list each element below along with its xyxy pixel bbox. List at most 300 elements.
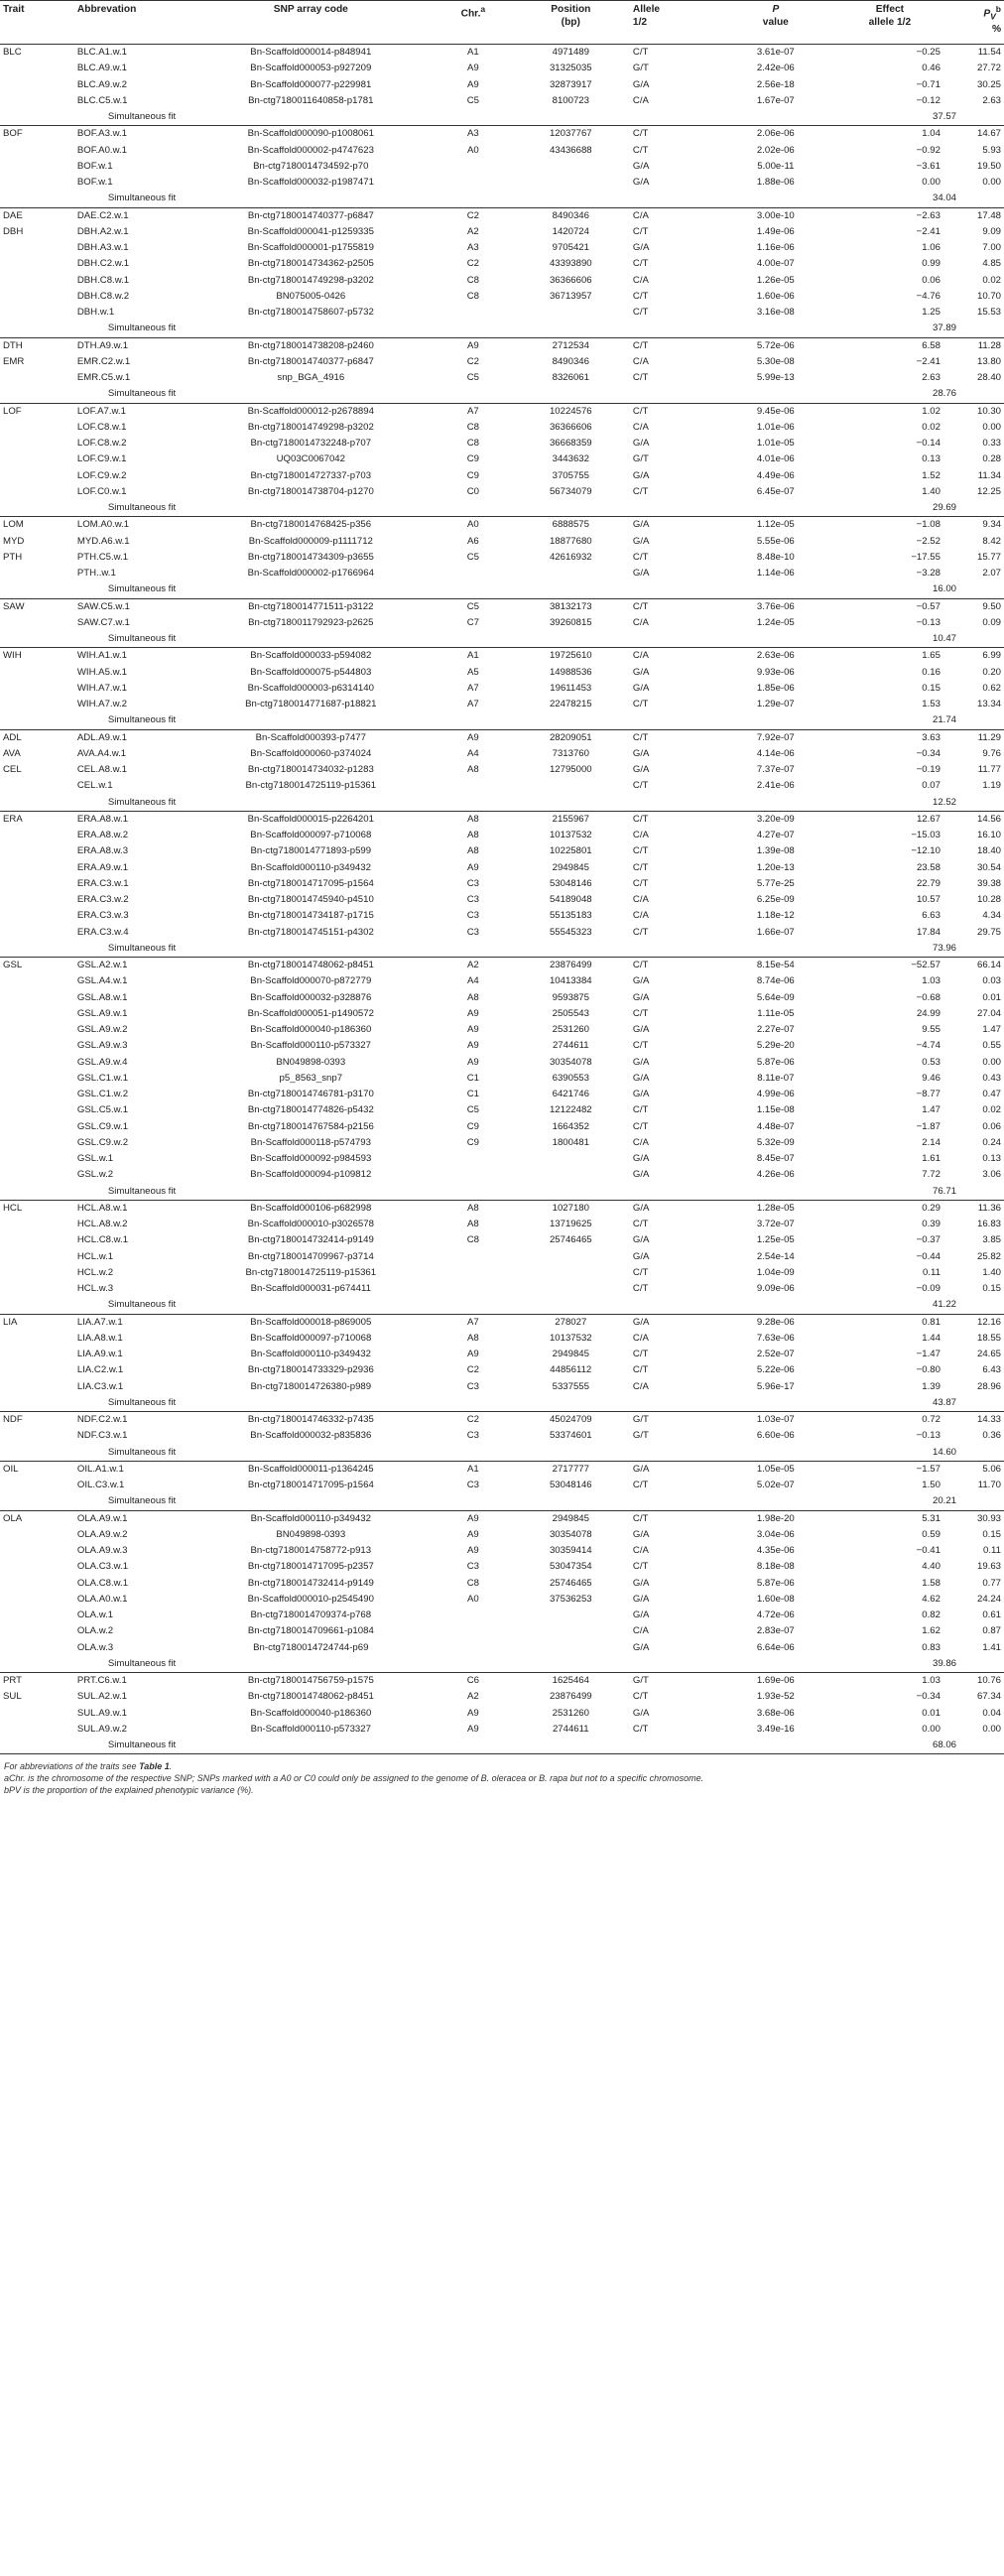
chromosome-cell: A9 [467, 78, 479, 90]
position-cell: 25746465 [549, 1234, 592, 1246]
trait-cell: LOM [0, 517, 74, 534]
table-row [0, 1232, 1004, 1248]
p-value-cell: 1.25e-05 [756, 1234, 795, 1246]
pv-cell: 18.40 [976, 845, 1001, 857]
snp-code-cell: Bn-Scaffold000010-p2545490 [247, 1593, 374, 1605]
empty-cell [0, 712, 74, 729]
snp-code-cell: Bn-Scaffold000110-p349432 [188, 1510, 436, 1527]
snp-code-cell: Bn-Scaffold000040-p186360 [250, 1024, 372, 1036]
trait-cell [0, 1038, 74, 1054]
pv-cell: 5.93 [982, 144, 1001, 156]
snp-code-cell: Bn-ctg7180014734187-p1715 [247, 910, 374, 922]
allele-cell: G/A [632, 764, 650, 776]
trait-cell [0, 256, 74, 272]
pv-cell: 9.09 [982, 225, 1001, 237]
effect-cell: 1.39 [922, 1380, 941, 1392]
snp-code-cell: Bn-Scaffold000097-p710068 [250, 830, 372, 841]
position-cell: 14988536 [549, 666, 592, 678]
effect-cell: 1.03 [922, 975, 941, 987]
abbrevation-cell: GSL.A9.w.1 [76, 1007, 128, 1019]
pv-cell: 14.67 [943, 126, 1004, 143]
pv-cell: 13.80 [976, 355, 1001, 367]
empty-cell [0, 1445, 74, 1462]
chromosome-cell: C9 [466, 453, 479, 465]
allele-cell: G/A [632, 1593, 650, 1605]
pv-cell: 0.01 [982, 991, 1001, 1003]
allele-cell: G/A [632, 1641, 650, 1653]
table-row [0, 1217, 1004, 1232]
allele-cell: C/A [632, 894, 649, 906]
p-value-cell: 1.14e-06 [756, 568, 795, 580]
trait-cell: GSL [0, 958, 74, 974]
pv-cell: 0.00 [982, 421, 1001, 433]
effect-cell: −15.03 [911, 830, 941, 841]
trait-cell [0, 436, 74, 451]
p-value-cell: 5.96e-17 [756, 1380, 795, 1392]
trait-cell [0, 1022, 74, 1038]
position-cell [512, 1167, 630, 1183]
p-value-cell: 4.14e-06 [756, 747, 795, 759]
position-cell: 3443632 [552, 453, 589, 465]
header-position: Position (bp) [551, 4, 591, 28]
pv-cell: 0.09 [982, 616, 1001, 628]
effect-cell: 0.46 [922, 63, 941, 74]
allele-cell: C/T [630, 403, 715, 420]
snp-code-cell: Bn-ctg7180014771511-p3122 [188, 598, 436, 615]
effect-cell: 0.83 [922, 1641, 941, 1653]
table-row [0, 1022, 1004, 1038]
trait-cell: SUL [3, 1691, 22, 1703]
snp-code-cell: Bn-ctg7180014768425-p356 [188, 517, 436, 534]
p-value-cell: 5.55e-06 [756, 535, 795, 547]
trait-cell [0, 697, 74, 712]
position-cell: 1625464 [512, 1673, 630, 1690]
simultaneous-fit-value: 29.69 [932, 502, 956, 514]
pv-cell: 0.03 [982, 975, 1001, 987]
p-value-cell: 1.16e-06 [756, 242, 795, 254]
chromosome-cell: A9 [467, 1056, 479, 1068]
p-value-cell: 1.85e-06 [756, 682, 795, 694]
position-cell [512, 566, 630, 581]
allele-cell: C/T [630, 126, 715, 143]
trait-cell [0, 681, 74, 697]
pv-cell: 67.34 [976, 1691, 1001, 1703]
effect-cell: −0.12 [916, 94, 941, 106]
pv-cell: 4.85 [982, 258, 1001, 270]
snp-code-cell: Bn-Scaffold000075-p544803 [250, 666, 372, 678]
position-cell: 1664352 [552, 1120, 589, 1132]
allele-cell: C/A [632, 616, 649, 628]
trait-cell [0, 843, 74, 859]
trait-cell [0, 1527, 74, 1543]
effect-cell: 12.67 [836, 811, 943, 828]
empty-cell [0, 631, 74, 648]
chromosome-cell: A8 [467, 845, 479, 857]
table-row [0, 892, 1004, 908]
p-value-cell: 6.64e-06 [756, 1641, 795, 1653]
position-cell: 10413384 [549, 975, 592, 987]
snp-code-cell: Bn-Scaffold000032-p835836 [250, 1430, 372, 1442]
p-value-cell: 1.26e-05 [756, 274, 795, 286]
chromosome-cell: C5 [466, 551, 479, 563]
simultaneous-fit-value: 37.57 [932, 111, 956, 123]
effect-cell: −3.28 [916, 568, 941, 580]
p-value-cell: 1.20e-13 [756, 861, 795, 873]
effect-cell: −2.41 [916, 355, 941, 367]
pv-cell: 9.34 [943, 517, 1004, 534]
effect-cell: 9.55 [922, 1024, 941, 1036]
abbrevation-cell: LOF.C8.w.2 [76, 438, 127, 450]
snp-code-cell: Bn-Scaffold000031-p674411 [250, 1283, 371, 1295]
position-cell: 3705755 [552, 469, 589, 481]
trait-cell: MYD [3, 535, 25, 547]
table-row [0, 598, 1004, 615]
table-row [0, 1576, 1004, 1592]
simultaneous-fit-label: Simultaneous fit [107, 942, 177, 954]
table-row [0, 1087, 1004, 1102]
snp-code-cell: Bn-ctg7180014734309-p3655 [247, 551, 374, 563]
effect-cell: −0.44 [916, 1250, 941, 1262]
trait-cell [0, 1281, 74, 1297]
abbrevation-cell: SAW.C5.w.1 [74, 598, 188, 615]
pv-cell: 0.28 [982, 453, 1001, 465]
table-row [0, 403, 1004, 420]
empty-cell [0, 1297, 74, 1314]
trait-cell [0, 1006, 74, 1022]
pv-cell: 12.16 [943, 1314, 1004, 1331]
pv-cell: 17.48 [943, 207, 1004, 224]
abbrevation-cell: WIH.A5.w.1 [76, 666, 127, 678]
p-value-cell: 5.30e-08 [756, 355, 795, 367]
simultaneous-fit-row [0, 631, 1004, 648]
pv-cell: 28.96 [976, 1380, 1001, 1392]
snp-code-cell: Bn-Scaffold000092-p984593 [250, 1153, 372, 1165]
trait-cell [0, 566, 74, 581]
allele-cell: C/T [632, 551, 649, 563]
position-cell: 8490346 [552, 355, 589, 367]
effect-cell: 0.01 [922, 1707, 941, 1719]
position-cell: 37536253 [549, 1593, 592, 1605]
chromosome-cell: A5 [467, 666, 479, 678]
abbrevation-cell: OLA.w.3 [76, 1641, 114, 1653]
effect-cell: −0.14 [916, 438, 941, 450]
effect-cell: −0.19 [916, 764, 941, 776]
effect-cell: 4.62 [922, 1593, 941, 1605]
snp-code-cell: Bn-ctg7180011640858-p1781 [248, 94, 374, 106]
table-row [0, 337, 1004, 354]
chromosome-cell [435, 1151, 512, 1167]
effect-cell: 0.72 [836, 1412, 943, 1429]
p-value-cell: 2.27e-07 [756, 1024, 795, 1036]
pv-cell: 12.25 [976, 485, 1001, 497]
trait-cell [0, 1249, 74, 1265]
snp-code-cell: Bn-ctg7180014745151-p4302 [247, 926, 374, 938]
footnote-abbreviations: For abbreviations of the traits see Table 1. [4, 1761, 173, 1772]
table-row [0, 1102, 1004, 1118]
empty-cell [0, 109, 74, 126]
allele-cell: C/T [630, 958, 715, 974]
allele-cell: C/T [630, 337, 715, 354]
abbrevation-cell: LOF.C9.w.1 [76, 453, 127, 465]
position-cell: 53048146 [549, 877, 592, 889]
chromosome-cell: A3 [467, 242, 479, 254]
effect-cell: 0.06 [922, 274, 941, 286]
snp-code-cell: Bn-ctg7180014725119-p15361 [245, 1266, 377, 1278]
simultaneous-fit-value: 41.22 [932, 1299, 956, 1311]
table-header [0, 1, 1004, 45]
snp-code-cell: Bn-ctg7180014734362-p2505 [247, 258, 374, 270]
position-cell: 2949845 [552, 861, 589, 873]
allele-cell: G/A [632, 1250, 650, 1262]
p-value-cell: 2.56e-18 [756, 78, 795, 90]
p-value-cell: 1.49e-06 [756, 225, 795, 237]
abbrevation-cell: OLA.A9.w.3 [76, 1545, 128, 1557]
simultaneous-fit-row [0, 941, 1004, 958]
chromosome-cell [435, 778, 512, 794]
abbrevation-cell: LIA.A7.w.1 [74, 1314, 188, 1331]
snp-code-cell: Bn-Scaffold000060-p374024 [250, 747, 372, 759]
chromosome-cell: A8 [467, 1219, 479, 1230]
trait-cell [0, 1576, 74, 1592]
table-row [0, 1281, 1004, 1297]
p-value-cell: 1.05e-05 [715, 1461, 836, 1478]
position-cell: 42616932 [549, 551, 592, 563]
trait-cell: WIH [0, 648, 74, 665]
allele-cell: C/T [632, 877, 649, 889]
p-value-cell: 1.01e-05 [756, 438, 795, 450]
abbrevation-cell: ERA.C3.w.3 [76, 910, 129, 922]
abbrevation-cell: HCL.A8.w.1 [74, 1200, 188, 1217]
p-value-cell: 5.99e-13 [756, 372, 795, 384]
allele-cell: G/A [632, 1153, 650, 1165]
empty-cell [0, 1493, 74, 1510]
abbrevation-cell: OLA.C8.w.1 [76, 1577, 129, 1589]
abbrevation-cell: SUL.A2.w.1 [76, 1691, 127, 1703]
p-value-cell: 5.87e-06 [756, 1577, 795, 1589]
position-cell: 23876499 [549, 1691, 592, 1703]
trait-cell: OLA [0, 1510, 74, 1527]
p-value-cell: 1.60e-06 [756, 290, 795, 302]
effect-cell: 0.13 [922, 453, 941, 465]
position-cell: 8100723 [552, 94, 589, 106]
snp-code-cell: Bn-Scaffold000032-p328876 [250, 991, 372, 1003]
empty-cell [0, 500, 74, 517]
position-cell: 28209051 [512, 729, 630, 746]
allele-cell: C/T [630, 1510, 715, 1527]
allele-cell: C/T [632, 1120, 649, 1132]
abbrevation-cell: LIA.C2.w.1 [76, 1364, 124, 1376]
effect-cell: 1.44 [922, 1332, 941, 1344]
pv-cell: 0.06 [982, 1120, 1001, 1132]
p-value-cell: 1.11e-05 [757, 1007, 795, 1019]
allele-cell: C/T [632, 485, 649, 497]
p-value-cell: 4.49e-06 [756, 469, 795, 481]
p-value-cell: 5.02e-07 [756, 1480, 795, 1491]
position-cell: 2712534 [512, 337, 630, 354]
chromosome-cell: C3 [466, 1561, 479, 1573]
table-row [0, 1362, 1004, 1378]
allele-cell: C/A [632, 1545, 649, 1557]
effect-cell: 0.07 [922, 780, 941, 792]
allele-cell: G/A [632, 438, 650, 450]
table-row [0, 93, 1004, 109]
chromosome-cell: A7 [435, 403, 512, 420]
p-value-cell: 4.27e-07 [756, 830, 795, 841]
effect-cell: 1.61 [922, 1153, 941, 1165]
trait-cell [0, 1478, 74, 1493]
abbrevation-cell: PTH.C5.w.1 [76, 551, 129, 563]
p-value-cell: 5.22e-06 [756, 1364, 795, 1376]
snp-code-cell: Bn-Scaffold000051-p1490572 [247, 1007, 374, 1019]
table-row [0, 843, 1004, 859]
chromosome-cell [435, 1281, 512, 1297]
position-cell: 36713957 [549, 290, 592, 302]
empty-cell [0, 1395, 74, 1412]
snp-code-cell: Bn-Scaffold000070-p872779 [250, 975, 372, 987]
table-row [0, 1331, 1004, 1347]
allele-cell: G/T [632, 63, 649, 74]
p-value-cell: 1.03e-07 [715, 1412, 836, 1429]
trait-cell: BOF [0, 126, 74, 143]
allele-cell: G/A [632, 1169, 650, 1181]
pv-cell: 0.24 [982, 1136, 1001, 1148]
snp-code-cell: Bn-Scaffold000002-p1766964 [247, 568, 374, 580]
trait-cell [0, 925, 74, 941]
abbrevation-cell: DTH.A9.w.1 [74, 337, 188, 354]
header-p-value: P value [762, 4, 789, 28]
table-row [0, 289, 1004, 305]
chromosome-cell: A8 [435, 1200, 512, 1217]
abbrevation-cell: ERA.C3.w.4 [76, 926, 129, 938]
allele-cell: C/A [632, 1136, 649, 1148]
snp-code-cell: Bn-ctg7180014738208-p2460 [188, 337, 436, 354]
simultaneous-fit-value: 68.06 [932, 1739, 956, 1751]
trait-cell [0, 1379, 74, 1395]
simultaneous-fit-row [0, 386, 1004, 403]
table-row [0, 1071, 1004, 1087]
chromosome-cell: A2 [467, 1691, 479, 1703]
position-cell: 53374601 [549, 1430, 592, 1442]
position-cell [512, 1608, 630, 1623]
chromosome-cell: A2 [467, 225, 479, 237]
trait-cell: AVA [3, 747, 21, 759]
trait-cell [0, 468, 74, 484]
snp-code-cell: Bn-ctg7180014756759-p1575 [188, 1673, 436, 1690]
position-cell: 1420724 [552, 225, 589, 237]
trait-cell: SAW [0, 598, 74, 615]
abbrevation-cell: DBH.A3.w.1 [76, 242, 129, 254]
abbrevation-cell: DBH.w.1 [76, 307, 115, 319]
abbrevation-cell: ADL.A9.w.1 [74, 729, 188, 746]
abbrevation-cell: GSL.A9.w.2 [76, 1024, 128, 1036]
pv-cell: 3.85 [982, 1234, 1001, 1246]
pv-cell: 1.40 [982, 1266, 1001, 1278]
trait-cell [0, 1071, 74, 1087]
abbrevation-cell: ERA.A8.w.1 [74, 811, 188, 828]
table-row [0, 1314, 1004, 1331]
chromosome-cell: C8 [466, 438, 479, 450]
position-cell: 36366606 [549, 274, 592, 286]
pv-cell: 10.70 [976, 290, 1001, 302]
abbrevation-cell: SUL.A9.w.2 [76, 1723, 127, 1735]
table-row [0, 224, 1004, 240]
pv-cell: 15.77 [976, 551, 1001, 563]
trait-cell [0, 1331, 74, 1347]
allele-cell: G/A [630, 1314, 715, 1331]
table-row [0, 746, 1004, 762]
abbrevation-cell: CEL.A8.w.1 [76, 764, 127, 776]
simultaneous-fit-row [0, 581, 1004, 598]
chromosome-cell: C0 [466, 485, 479, 497]
simultaneous-fit-value: 76.71 [932, 1185, 956, 1197]
allele-cell: C/T [630, 598, 715, 615]
pv-cell: 0.02 [982, 274, 1001, 286]
empty-cell [0, 1184, 74, 1201]
snp-code-cell: Bn-Scaffold000018-p869005 [188, 1314, 436, 1331]
simultaneous-fit-label: Simultaneous fit [107, 583, 177, 595]
trait-cell [0, 1265, 74, 1281]
snp-code-cell: Bn-ctg7180011792923-p2625 [248, 616, 374, 628]
p-value-cell: 5.32e-09 [756, 1136, 795, 1148]
snp-code-cell: Bn-ctg7180014709374-p768 [250, 1610, 372, 1621]
effect-cell: −8.77 [916, 1089, 941, 1100]
pv-cell: 0.20 [982, 666, 1001, 678]
effect-cell: 0.81 [836, 1314, 943, 1331]
pv-cell: 0.61 [982, 1610, 1001, 1621]
effect-cell: −0.92 [916, 144, 941, 156]
position-cell: 12037767 [512, 126, 630, 143]
trait-cell [0, 175, 74, 191]
chromosome-cell: A3 [435, 126, 512, 143]
abbrevation-cell: DBH.C8.w.1 [76, 274, 130, 286]
simultaneous-fit-label: Simultaneous fit [107, 1446, 177, 1458]
position-cell: 2531260 [552, 1024, 589, 1036]
table-row [0, 665, 1004, 681]
allele-cell: C/T [632, 1266, 649, 1278]
effect-cell: 22.79 [916, 877, 941, 889]
simultaneous-fit-label: Simultaneous fit [107, 322, 177, 334]
table-row [0, 370, 1004, 386]
allele-cell: G/A [632, 160, 650, 172]
effect-cell: 3.63 [836, 729, 943, 746]
empty-cell [0, 1738, 74, 1753]
allele-cell: C/T [632, 258, 649, 270]
chromosome-cell: A0 [467, 1593, 479, 1605]
chromosome-cell: C3 [466, 1380, 479, 1392]
abbrevation-cell: DBH.A2.w.1 [76, 225, 129, 237]
abbrevation-cell: SAW.C7.w.1 [76, 616, 130, 628]
trait-cell [0, 484, 74, 500]
chromosome-cell: A2 [435, 958, 512, 974]
effect-cell: 4.40 [922, 1561, 941, 1573]
pv-cell: 3.06 [982, 1169, 1001, 1181]
effect-cell: 9.46 [922, 1072, 941, 1084]
table-row [0, 697, 1004, 712]
table-row [0, 811, 1004, 828]
snp-code-cell: Bn-ctg7180014740377-p6847 [188, 207, 436, 224]
position-cell: 30354078 [549, 1528, 592, 1540]
pv-cell: 0.11 [983, 1545, 1001, 1557]
effect-cell: 1.58 [922, 1577, 941, 1589]
chromosome-cell: C8 [466, 1234, 479, 1246]
chromosome-cell: A9 [435, 1510, 512, 1527]
abbrevation-cell: ERA.A9.w.1 [76, 861, 129, 873]
trait-cell [0, 420, 74, 436]
table-row [0, 1461, 1004, 1478]
p-value-cell: 2.41e-06 [756, 780, 795, 792]
p-value-cell: 8.48e-10 [756, 551, 795, 563]
table-row [0, 159, 1004, 175]
